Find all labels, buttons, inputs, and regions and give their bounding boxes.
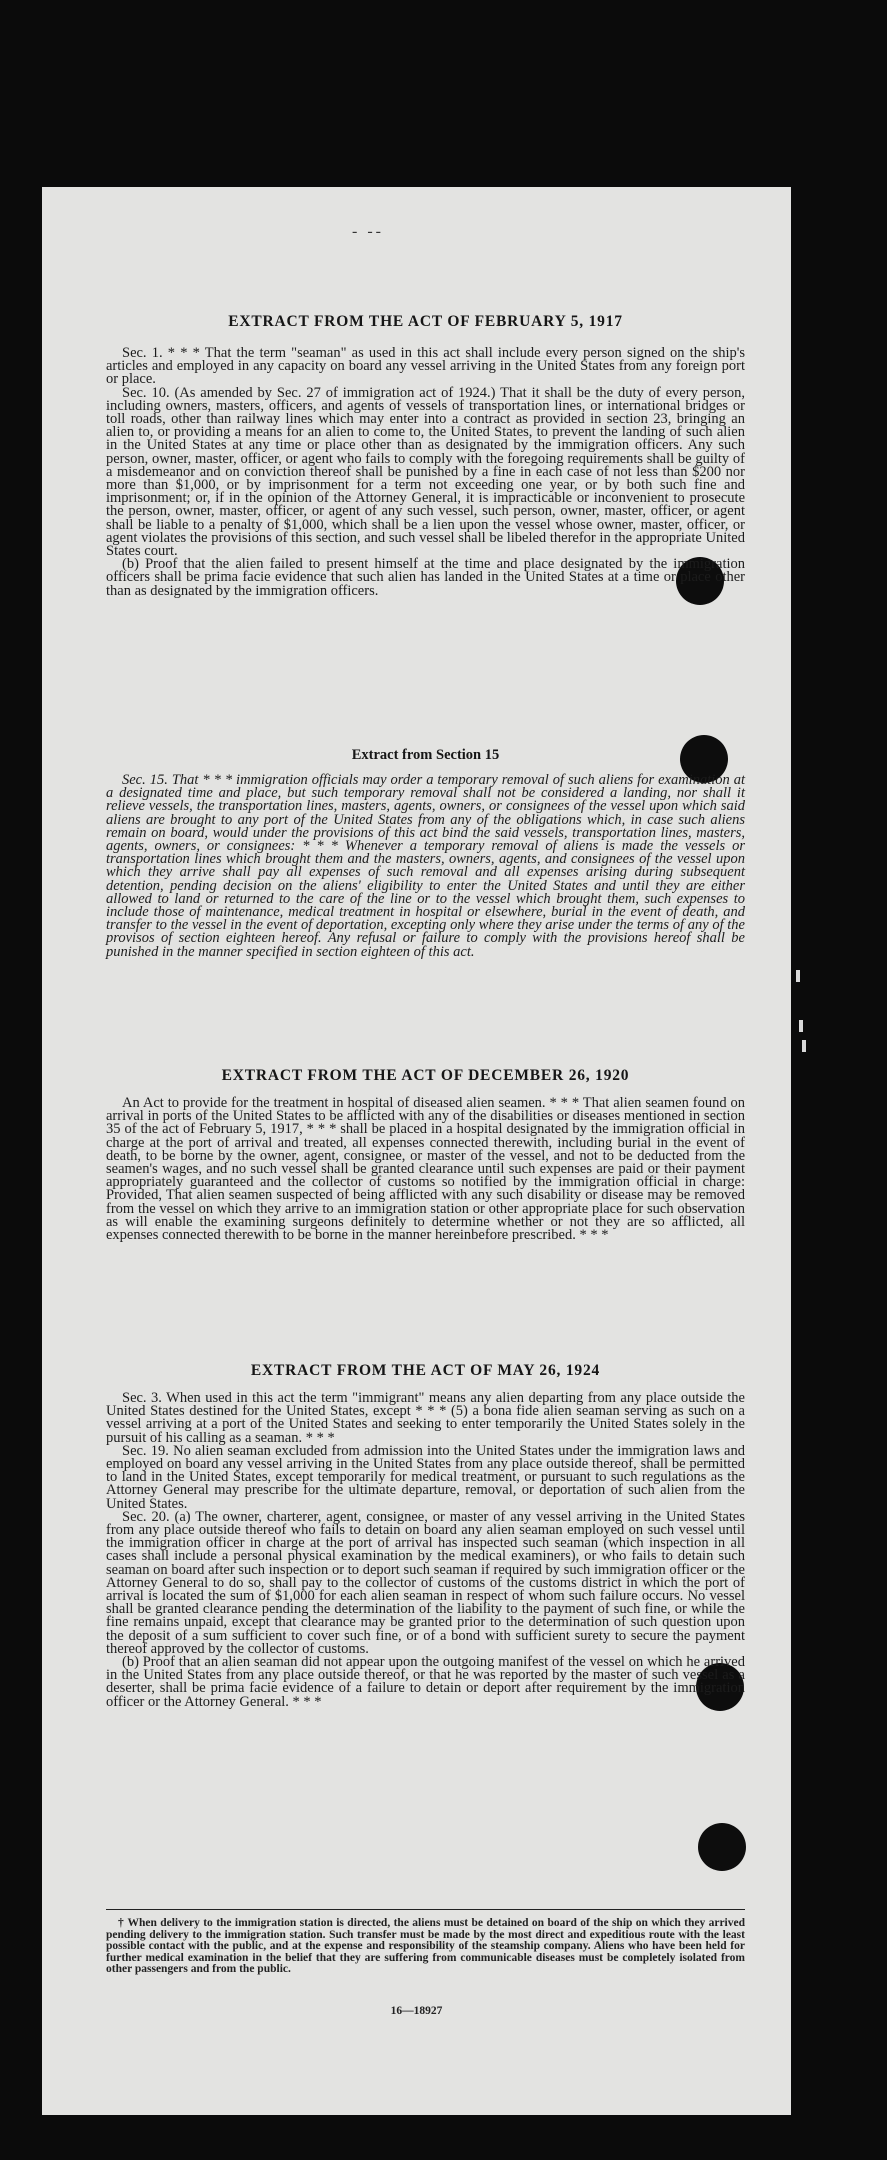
top-mark: - -- bbox=[352, 223, 384, 240]
paragraph: Sec. 20. (a) The owner, charterer, agent, consignee, or master of any vessel arriving in the United States from any place outside thereof who fails to detain on board any alien seaman employed on such vessel until the immigration officer in charge at the port of arrival has inspected such seaman (which inspection in all cases shall include a personal physical examination by the medical examiners), or who fails to detain such seaman on board after such inspection or to deport such seaman if required by such immigration officer or the Attorney General to do so, shall pay to the collector of customs of the customs district in which the port of arrival is located the sum of $1,000 for each alien seaman in respect of whom such failure occurs. No vessel shall be granted clearance pending the determination of the liability to the payment of such fine, or while the fine remains unpaid, except that clearance may be granted prior to the determination of such question upon the deposit of a sum sufficient to cover such fine, or of a bond with sufficient surety to secure the payment thereof approved by the collector of customs. bbox=[106, 1508, 745, 1657]
punch-hole bbox=[698, 1823, 746, 1871]
document-page bbox=[42, 187, 791, 2115]
paragraph: (b) Proof that an alien seaman did not appear upon the outgoing manifest of the vessel on which he arrived in the United States from any place outside thereof, or that he was reported by the master of such vessel as a deserter, shall be prima facie evidence of a failure to detain or deport after requirement by the immigration officer or the Attorney General. * * * bbox=[106, 1654, 745, 1710]
section-act-1920 bbox=[106, 1067, 745, 1242]
page-number: 16—18927 bbox=[390, 2005, 443, 2017]
footnote bbox=[106, 1909, 745, 1976]
margin-mark bbox=[799, 1020, 803, 1032]
section-heading: EXTRACT FROM THE ACT OF MAY 26, 1924 bbox=[250, 1362, 601, 1379]
section-heading: EXTRACT FROM THE ACT OF FEBRUARY 5, 1917 bbox=[228, 313, 623, 330]
paragraph: Sec. 19. No alien seaman excluded from admission into the United States under the immigration laws and employed on board any vessel arriving in the United States from any place outside thereof, shall be permitted to land in the United States, except temporarily for medical treatment, or pursuant to such regulations as the Attorney General may prescribe for the ultimate departure, removal, or deportation of such alien from the United States. bbox=[106, 1442, 745, 1512]
margin-mark bbox=[802, 1040, 806, 1052]
paragraph: Sec. 3. When used in this act the term "immigrant" means any alien departing from any place outside the United States destined for the United States, except * * * (5) a bona fide alien seaman serving as such on a vessel arriving at a port of the United States and seeking to enter temporarily the United States solely in the pursuit of his calling as a seaman. * * * bbox=[106, 1390, 745, 1446]
section-act-1924 bbox=[106, 1362, 745, 1709]
section-heading: Extract from Section 15 bbox=[351, 747, 500, 763]
margin-mark bbox=[796, 970, 800, 982]
paragraph: Sec. 1. * * * That the term "seaman" as used in this act shall include every person signed on the ship's articles and employed in any capacity on board any vessel arriving in the United States from any foreign port or place. bbox=[106, 345, 745, 388]
paragraph: Sec. 10. (As amended by Sec. 27 of immigration act of 1924.) That it shall be the duty of every person, including owners, masters, officers, and agents of vessels of transportation lines, or international bridges or toll roads, other than railway lines which may enter into a contract as provided in section 23, bringing an alien to, or providing a means for an alien to come to, the United States, to prevent the landing of such alien in the United States at any time or place other than as designated by the immigration officers. Any such person, owner, master, officer, or agent who fails to comply with the foregoing requirements shall be guilty of a misdemeanor and on conviction thereof shall be punished by a fine in each case of not less than $200 nor more than $1,000, or by imprisonment for a term not exceeding one year, or by both such fine and imprisonment; or, if in the opinion of the Attorney General, it is impracticable or inconvenient to prosecute the person, owner, master, officer, or agent of any such vessel, such person, owner, master, officer, or agent shall be liable to a penalty of $1,000, which shall be a lien upon the vessel whose owner, master, officer, or agent violates the provisions of this section, and such vessel shall be libeled therefor in the appropriate United States court. bbox=[106, 384, 745, 560]
paragraph: Sec. 15. That * * * immigration officials may order a temporary removal of such aliens for examination at a designated time and place, but such temporary removal shall not be considered a landing, nor shall it relieve vessels, the transportation lines, masters, agents, owners, or consignees of the vessel upon which said aliens are brought to any port of the United States from any of the obligations which, in case such aliens remain on board, would under the provisions of this act bind the said vessels, transportation lines, masters, agents, owners, or consignees: * * * Whenever a temporary removal of aliens is made the vessels or transportation lines which brought them and the masters, owners, agents, and consignees of the vessel upon which they arrive shall pay all expenses of such removal and all expenses arising during subsequent detention, pending decision on the aliens' eligibility to enter the United States and until they are either allowed to land or returned to the care of the line or to the vessel which brought them, such expenses to include those of maintenance, medical treatment in hospital or elsewhere, burial in the event of death, and transfer to the vessel in the event of deportation, excepting only where they arise under the terms of any of the provisos of section eighteen hereof. Any refusal or failure to comply with the provisions hereof shall be punished in the manner specified in section eighteen of this act. bbox=[106, 772, 745, 960]
section-act-1917 bbox=[106, 313, 745, 598]
paragraph: An Act to provide for the treatment in hospital of diseased alien seamen. * * * That alien seamen found on arrival in ports of the United States to be afflicted with any of the disabilities or diseases mentioned in section 35 of the act of February 5, 1917, * * * shall be placed in a hospital designated by the immigration official in charge at the port of arrival and treated, all expenses connected therewith, including burial in the event of death, to be borne by the owner, agent, consignee, or master of the vessel, and not to be deducted from the seamen's wages, and no such vessel shall be granted clearance until such expenses are paid or their payment appropriately guaranteed and the collector of customs so notified by the immigration official in charge: Provided, That alien seamen suspected of being afflicted with any such disability or disease may be removed from the vessel on which they arrive to an immigration station or other appropriate place for such observation as will enable the examining surgeons definitely to determine whether or not they are so afflicted, all expenses connected therewith to be borne in the manner hereinbefore prescribed. * * * bbox=[106, 1095, 745, 1244]
section-15 bbox=[106, 747, 745, 959]
section-heading: EXTRACT FROM THE ACT OF DECEMBER 26, 1920 bbox=[221, 1067, 630, 1084]
paragraph: (b) Proof that the alien failed to present himself at the time and place designated by the immigration officers shall be prima facie evidence that such alien has landed in the United States at a time or place other than as designated by the immigration officers. bbox=[106, 556, 745, 599]
footnote-text: † When delivery to the immigration station is directed, the aliens must be detained on board of the ship on which they arrived pending delivery to the immigration station. Such transfer must be made by the most direct and expeditious route with the least possible contact with the public, and at the expense and responsibility of the steamship company. Aliens who have been held for further medical examination in the belief that they are suffering from communicable diseases must be completely isolated from other passengers and from the public. bbox=[106, 1917, 745, 1976]
